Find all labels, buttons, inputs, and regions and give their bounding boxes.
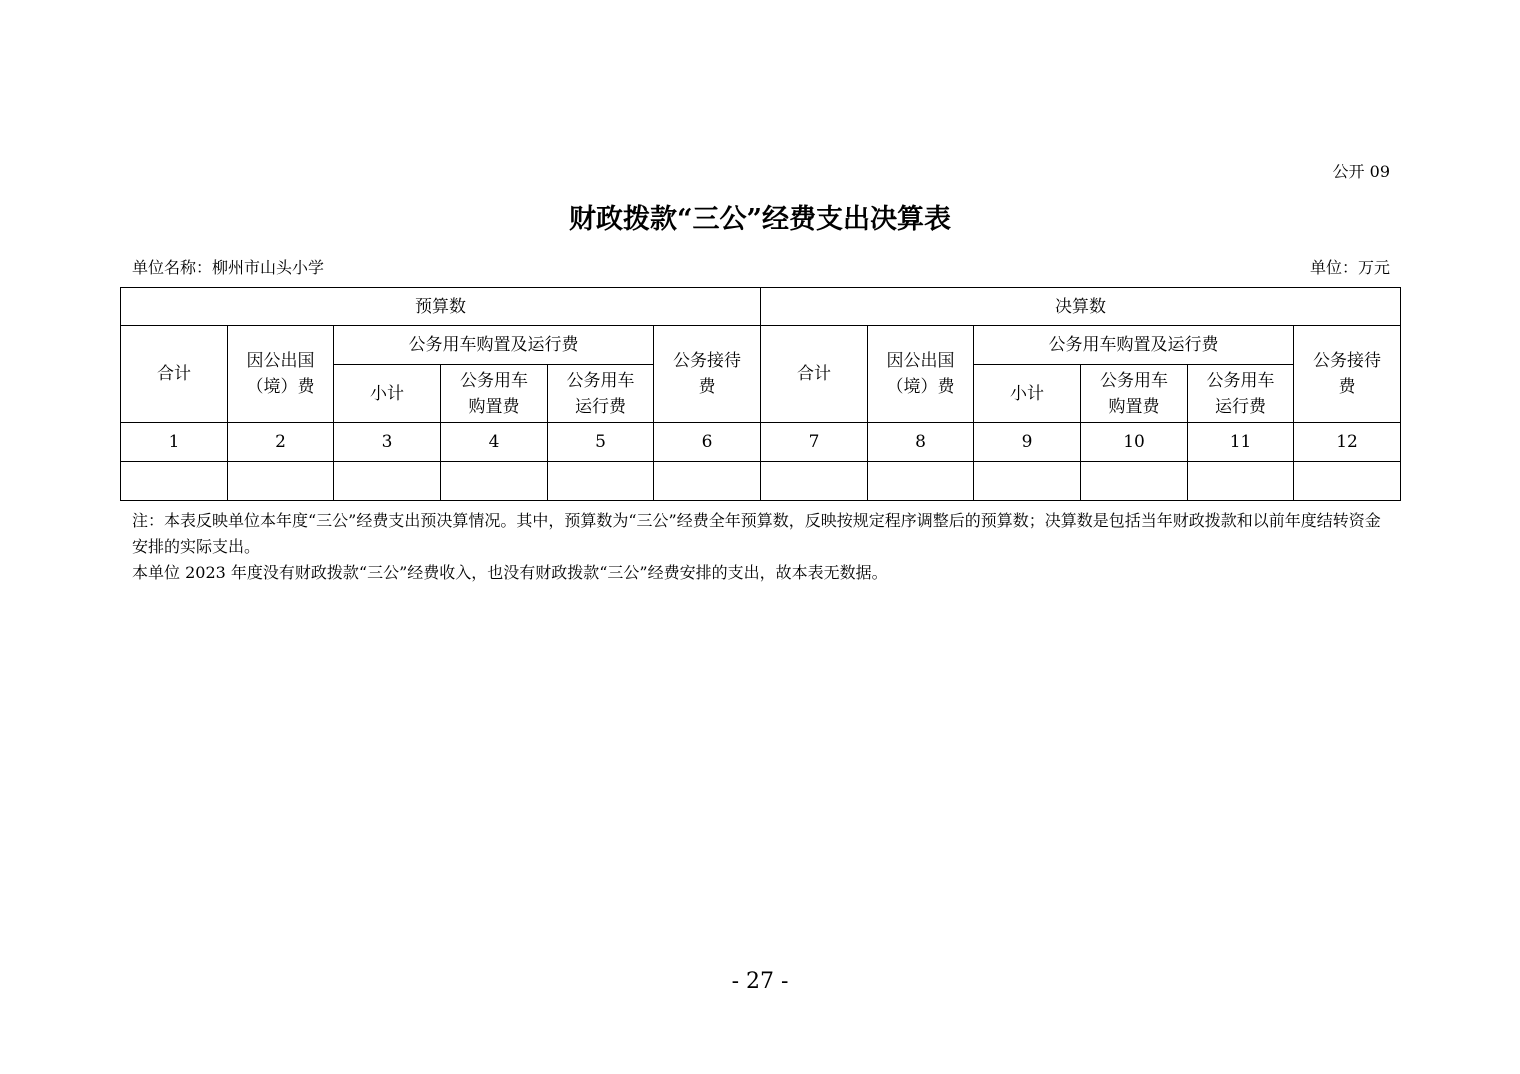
header-row-sections (121, 288, 1401, 326)
note-no-data: 本单位 2023 年度没有财政拨款“三公”经费收入，也没有财政拨款“三公”经费安排的支出，故本表无数据。 (132, 563, 888, 582)
column-number: 11 (1188, 423, 1294, 462)
budget-subtotal-header: 小计 (334, 365, 441, 423)
table-cell (868, 462, 974, 501)
table-cell (761, 462, 868, 501)
column-number: 6 (654, 423, 761, 462)
final-subtotal-header: 小计 (974, 365, 1081, 423)
budget-vehicle-purchase-header: 公务用车 购置费 (441, 365, 548, 423)
budget-header: 预算数 (121, 288, 761, 326)
note-explanation: 注：本表反映单位本年度“三公”经费支出预决算情况。其中，预算数为“三公”经费全年预算数，反映按规定程序调整后的预算数；决算数是包括当年财政拨款和以前年度结转资金安排的实际支出。 (132, 511, 1381, 556)
table-cell (121, 462, 228, 501)
budget-reception-header: 公务接待 费 (654, 326, 761, 423)
table-cell (1294, 462, 1401, 501)
document-code: 公开 09 (1332, 162, 1390, 181)
table-notes (132, 508, 1394, 586)
table-cell (974, 462, 1081, 501)
final-abroad-header: 因公出国 （境）费 (868, 326, 974, 423)
column-number: 7 (761, 423, 868, 462)
final-vehicle-group-header: 公务用车购置及运行费 (974, 326, 1294, 365)
column-number: 12 (1294, 423, 1401, 462)
table-title: 财政拨款“三公”经费支出决算表 (568, 204, 952, 235)
table-cell (1081, 462, 1188, 501)
budget-vehicle-group-header: 公务用车购置及运行费 (334, 326, 654, 365)
table-cell (334, 462, 441, 501)
page-number: - 27 - (731, 969, 789, 994)
column-number: 3 (334, 423, 441, 462)
column-number-row (121, 423, 1401, 462)
budget-abroad-header: 因公出国 （境）费 (228, 326, 334, 423)
table-cell (228, 462, 334, 501)
final-total-header: 合计 (761, 326, 868, 423)
budget-total-header: 合计 (121, 326, 228, 423)
column-number: 10 (1081, 423, 1188, 462)
column-number: 8 (868, 423, 974, 462)
column-number: 5 (548, 423, 654, 462)
table-cell (548, 462, 654, 501)
three-public-expenses-table (120, 287, 1401, 501)
table-row (121, 462, 1401, 501)
column-number: 4 (441, 423, 548, 462)
final-vehicle-operation-header: 公务用车 运行费 (1188, 365, 1294, 423)
column-number: 1 (121, 423, 228, 462)
header-row-categories (121, 326, 1401, 365)
budget-vehicle-operation-header: 公务用车 运行费 (548, 365, 654, 423)
table-cell (1188, 462, 1294, 501)
final-vehicle-purchase-header: 公务用车 购置费 (1081, 365, 1188, 423)
column-number: 9 (974, 423, 1081, 462)
table-cell (654, 462, 761, 501)
unit-name-label: 单位名称：柳州市山头小学 (132, 258, 325, 277)
column-number: 2 (228, 423, 334, 462)
final-header: 决算数 (761, 288, 1401, 326)
currency-unit-label: 单位：万元 (1309, 258, 1390, 277)
table-cell (441, 462, 548, 501)
final-reception-header: 公务接待 费 (1294, 326, 1401, 423)
